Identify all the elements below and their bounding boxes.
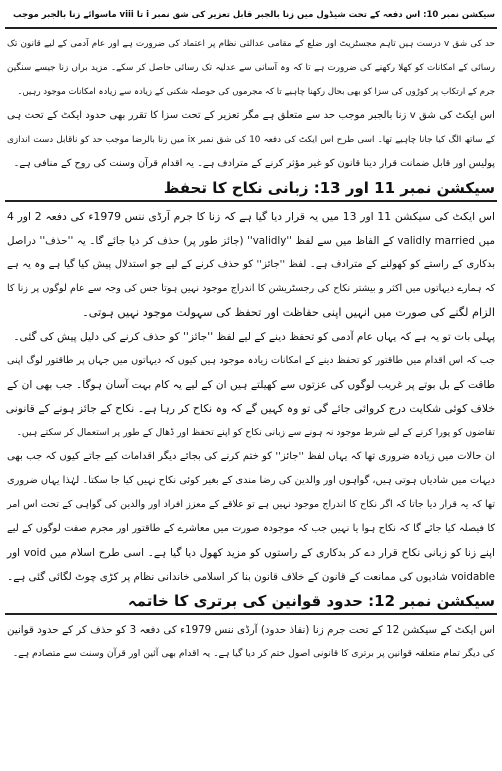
section-10-line-2: رسائی کے امکانات کو کھلا رکھنے کی ضرورت ہے تا کہ وہ آسانی سے عدلیہ تک رسائی حاصل کر سکے۔ مزید براں زنا جیسے سنگین: [7, 63, 495, 73]
section-11-13-line-6: پہلی بات تو یہ ہے کہ یہاں عام آدمی کو تحفظ دینے کے لیے لفظ ''جائز'' کو حذف کرنے کی دلیل پیش کی گئی۔: [13, 331, 495, 343]
section-10-line-6: پولیس اور قابل ضمانت قرار دینا قانون کو غیر مؤثر کرنے کے مترادف ہے۔ یہ اقدام قرآن وسنت کی روح کے منافی ہے۔: [13, 158, 495, 169]
section-10-line-1: حد کی شق v درست ہیں تاہم مجسٹریٹ اور ضلع کے مقامی عدالتی نظام پر اعتماد کی ضرورت ہے اور عام آدمی کے لیے قانون تک: [7, 39, 495, 49]
section-12-heading: سیکشن نمبر 12: حدود قوانین کی برتری کا خاتمہ: [5, 589, 497, 615]
section-11-13-line-11: ان حالات میں زیادہ ضروری تھا کہ یہاں لفظ ''جائز'' کو ختم کرنے کی بجائے دیگر اقدامات کیے جاتے کیوں کہ جب بھی: [7, 451, 495, 462]
section-11-13-line-2: میں validly married کے الفاظ میں سے لفظ ''validly'' (جائز طور پر) حذف کر دیا جائے گا۔ یہ ''حذف'' دراصل: [7, 235, 495, 247]
section-11-13-heading: سیکشن نمبر 11 اور 13: زبانی نکاح کا تحفظ: [5, 176, 497, 202]
section-11-13-line-3: بدکاری کے راستے کو کھولنے کے مترادف ہے۔ لفظ ''جائز'' کو حذف کرنے کے لیے جو استدلال پیش کیا گیا ہے وہ یہ ہے: [7, 259, 495, 270]
section-11-13-line-4: کہ ہمارے دیہاتوں میں اکثر و بیشتر نکاح کی رجسٹریشن کا اندراج موجود نہیں ہوتا جس کی وجہ سے عام لوگوں پر زنا کا: [7, 283, 495, 294]
section-10-line-3: جرم کے ارتکاب پر کوڑوں کی سزا کو بھی بحال رکھنا چاہیے تا کہ مجرموں کی حوصلہ شکنی کے زیادہ سے زیادہ امکانات موجود رہیں۔: [17, 87, 495, 97]
section-11-13-line-1: اس ایکٹ کی سیکشن 11 اور 13 میں یہ قرار دیا گیا ہے کہ زنا کا جرم آرڈی ننس 1979ء کی دفعہ 2 اور 4: [7, 210, 495, 223]
section-11-13-line-12: دیہات میں شادیاں ہوتی ہیں، گواہوں اور والدین کی رضا مندی کے بغیر کوئی نکاح نہیں کیا جا سکتا۔ لہٰذا یہاں ضروری: [6, 475, 495, 486]
section-11-13-line-8: طاقت کے بل بوتے پر غریب لوگوں کی عزتوں سے کھیلتے ہیں ان کے لیے یہ کام بہت آسان ہوگا۔ جب بھی ان کے: [7, 379, 495, 391]
section-11-13-line-5: الزام لگنے کی صورت میں انہیں اپنی حفاظت اور تحفظ کی سہولت موجود نہیں ہوتی۔: [82, 306, 495, 319]
section-11-13-line-15: اپنے زنا کو زبانی نکاح قرار دے کر بدکاری کے راستوں کو مزید کھول دیا گیا ہے۔ اسی طرح اسلام میں void اور: [7, 547, 495, 559]
section-12: [5, 589, 497, 666]
section-11-13: [5, 176, 497, 589]
section-12-line-1: اس ایکٹ کے سیکشن 12 کے تحت جرم زنا (نفاذ حدود) آرڈی ننس 1979ء کی دفعہ 3 کو حذف کر کے حدود قوانین: [7, 624, 496, 636]
section-11-13-line-10: تقاضوں کو پورا کرنے کے لیے شرط موجود نہ ہونے سے زبانی نکاح کو اپنے تحفظ اور ڈھال کے طور پر استعمال کر سکتے ہیں۔: [16, 427, 495, 438]
section-11-13-line-7: جب کہ اس اقدام میں طاقتور کو تحفظ دینے کے امکانات زیادہ موجود ہیں کیوں کہ دیہاتوں میں جہاں پر طاقتور لوگ اپنی: [7, 355, 495, 366]
section-10-line-5: کے ساتھ الگ کیا جانا چاہیے تھا۔ اسی طرح اس ایکٹ کی دفعہ 10 کی شق نمبر ix میں زنا بالرضا موجب حد کو ناقابل دست اندازی: [7, 135, 495, 145]
section-10-heading: سیکشن نمبر 10: اس دفعہ کے تحت شیڈول میں زنا بالجبر قابل تعزیر کی شق نمبر i تا viii ماسوائے زنا بالجبر موجب: [5, 3, 497, 29]
section-11-13-line-13: تھا کہ یہ قرار دیا جاتا کہ اگر نکاح کا اندراج موجود نہیں ہے تو علاقے کے معزز افراد اور والدین کی گواہی کے تحت اس امر: [7, 499, 495, 510]
section-12-line-2: کی دیگر تمام متعلقہ قوانین پر برتری کا قانونی اصول ختم کر دیا گیا ہے۔ یہ اقدام بھی آئین اور قرآن وسنت سے متصادم ہے۔: [12, 648, 495, 659]
section-10-line-4: اس ایکٹ کی شق v زنا بالجبر موجب حد سے متعلق ہے مگر تعزیر کے تحت سزا کا تقرر بھی حدود ایکٹ کے تحت ہی: [7, 110, 495, 121]
section-10: [5, 3, 497, 176]
section-11-13-line-16: voidable شادیوں کی ممانعت کے قانون کے خلاف قانون بنا کر اسلامی خاندانی نظام پر کڑی چوٹ لگائی گئی ہے۔: [7, 571, 495, 583]
section-11-13-line-14: کا فیصلہ کیا جائے گا کہ نکاح ہوا یا نہیں جب کہ موجودہ صورت میں معاشرے کے طاقتور اور مجرم صفت لوگوں کے لیے: [7, 523, 495, 534]
section-11-13-line-9: خلاف کوئی شکایت درج کروائی جائے گی تو وہ کہیں گے کہ وہ نکاح کر رہا ہے۔ نکاح کے جائز ہونے کے قانونی: [5, 402, 495, 415]
